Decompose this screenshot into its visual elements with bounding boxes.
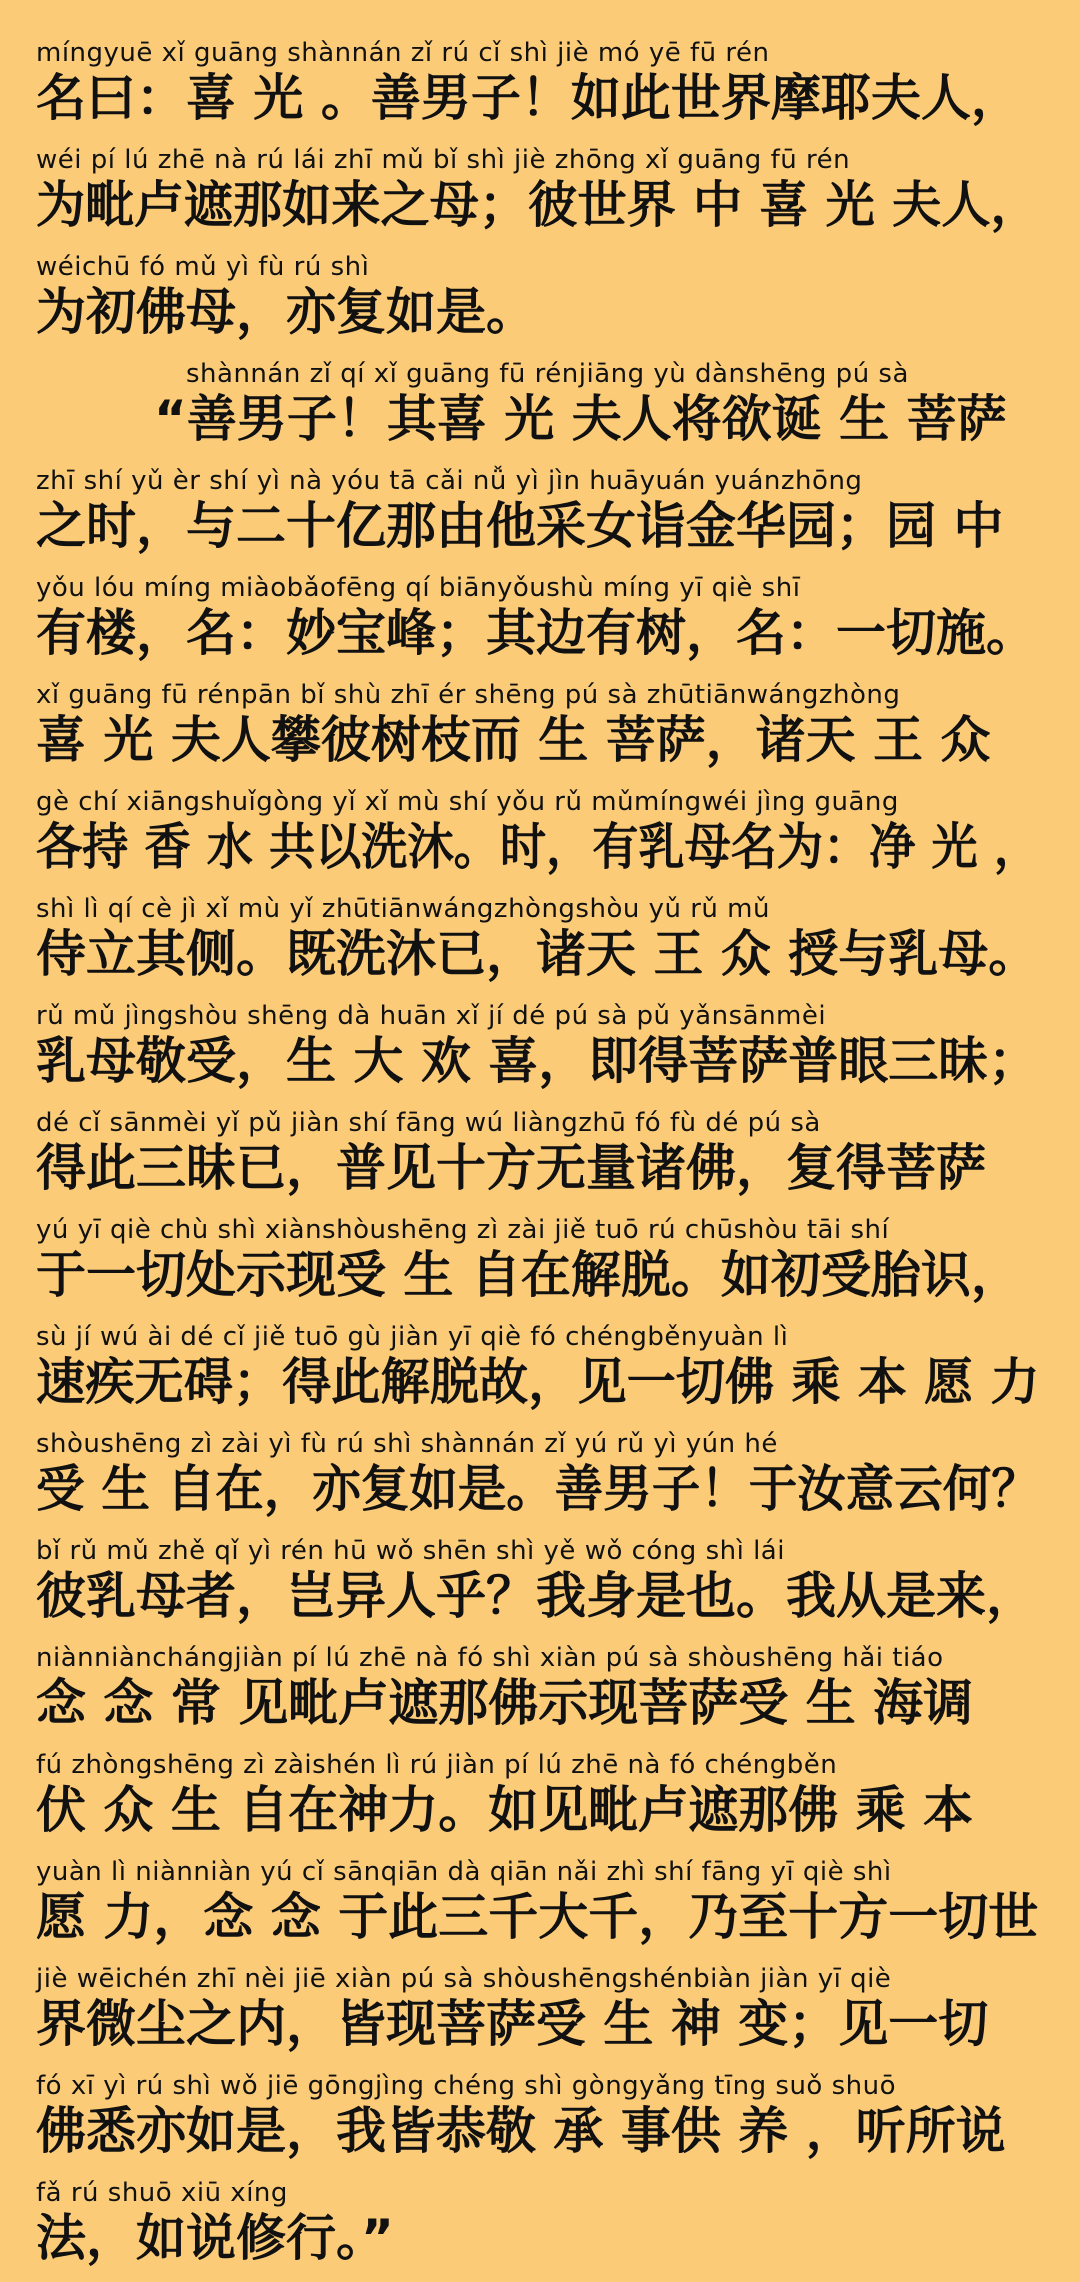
pinyin-annotation: jiè wēichén zhī nèi jiē xiàn pú sà shòushēngshénbiàn jiàn yī qiè [36,1964,892,1994]
chinese-text: 乳母敬受，生 大 欢 喜，即得菩萨普眼三昧； [36,1032,1039,1090]
text-line [36,886,1044,993]
text-line [36,672,1044,779]
text-line [36,1849,1044,1956]
text-line [36,779,1044,886]
chinese-text: 受 生 自在，亦复如是。善男子！于汝意云何？ [36,1460,1040,1518]
pinyin-annotation: fó xī yì rú shì wǒ jiē gōngjìng chéng shì gòngyǎng tīng suǒ shuō [36,2071,897,2101]
pinyin-annotation: míngyuē xǐ guāng shànnán zǐ rú cǐ shì jiè mó yē fū rén [36,38,770,68]
chinese-text: 伏 众 生 自在神力。如见毗卢遮那佛 乘 本 [36,1781,974,1839]
chinese-text: 彼乳母者，岂异人乎？我身是也。我从是来， [36,1567,1036,1625]
text-line [36,1528,1044,1635]
chinese-text: 念 念 常 见毗卢遮那佛示现菩萨受 生 海调 [36,1674,974,1732]
chinese-text: 愿 力，念 念 于此三千大千，乃至十方一切世 [36,1888,1039,1946]
text-line [36,2170,1044,2277]
pinyin-annotation: sù jí wú ài dé cǐ jiě tuō gù jiàn yī qiè fó chéngběnyuàn lì [36,1322,789,1352]
text-line [36,1207,1044,1314]
chinese-text: “善男子！其喜 光 夫人将欲诞 生 菩萨 [154,390,1007,448]
pinyin-annotation: yuàn lì niànniàn yú cǐ sānqiān dà qiān nǎi zhì shí fāng yī qiè shì [36,1857,892,1887]
pinyin-annotation: yú yī qiè chù shì xiànshòushēng zì zài jiě tuō rú chūshòu tāi shí [36,1215,890,1245]
chinese-text: 有楼，名：妙宝峰；其边有树，名：一切施。 [36,604,1036,662]
chinese-text: 界微尘之内，皆现菩萨受 生 神 变；见一切 [36,1995,989,2053]
pinyin-annotation: xǐ guāng fū rénpān bǐ shù zhī ér shēng pú sà zhūtiānwángzhòng [36,680,901,710]
text-line [36,30,1044,137]
text-line [36,137,1044,244]
text-line [36,993,1044,1100]
text-line [36,1421,1044,1528]
chinese-text: 于一切处示现受 生 自在解脱。如初受胎识， [36,1246,1021,1304]
pinyin-annotation: yǒu lóu míng miàobǎofēng qí biānyǒushù míng yī qiè shī [36,573,801,603]
pinyin-annotation: wéichū fó mǔ yì fù rú shì [36,252,370,282]
chinese-text: 喜 光 夫人攀彼树枝而 生 菩萨，诸天 王 众 [36,711,991,769]
text-line [36,1956,1044,2063]
pinyin-annotation: niànniànchángjiàn pí lú zhē nà fó shì xiàn pú sà shòushēng hǎi tiáo [36,1643,944,1673]
chinese-text: 得此三昧已，普见十方无量诸佛，复得菩萨 [36,1139,986,1197]
chinese-text: 各持 香 水 共以洗沐。时，有乳母名为：净 光 ， [36,818,1040,876]
text-line [36,1635,1044,1742]
text-line [36,1742,1044,1849]
text-line [36,244,1044,351]
chinese-text: 为毗卢遮那如来之母；彼世界 中 喜 光 夫人， [36,176,1040,234]
text-line [36,1100,1044,1207]
chinese-text: 侍立其侧。既洗沐已，诸天 王 众 授与乳母。 [36,925,1039,983]
pinyin-annotation: dé cǐ sānmèi yǐ pǔ jiàn shí fāng wú liàngzhū fó fù dé pú sà [36,1108,821,1138]
pinyin-annotation: wéi pí lú zhē nà rú lái zhī mǔ bǐ shì jiè zhōng xǐ guāng fū rén [36,145,851,175]
pinyin-annotation: fú zhòngshēng zì zàishén lì rú jiàn pí lú zhē nà fó chéngběn [36,1750,838,1780]
pinyin-annotation: rǔ mǔ jìngshòu shēng dà huān xǐ jí dé pú sà pǔ yǎnsānmèi [36,1001,827,1031]
pinyin-annotation: fǎ rú shuō xiū xíng [36,2178,288,2208]
chinese-text: 法，如说修行。” [36,2209,394,2267]
chinese-text: 之时，与二十亿那由他采女诣金华园；园 中 [36,497,1004,555]
pinyin-annotation: bǐ rǔ mǔ zhě qǐ yì rén hū wǒ shēn shì yě wǒ cóng shì lái [36,1536,785,1566]
chinese-text: 为初佛母，亦复如是。 [36,283,536,341]
pinyin-annotation: shànnán zǐ qí xǐ guāng fū rénjiāng yù dànshēng pú sà [186,359,909,389]
chinese-text: 速疾无碍；得此解脱故，见一切佛 乘 本 愿 力 [36,1353,1040,1411]
pinyin-annotation: zhī shí yǔ èr shí yì nà yóu tā cǎi nǚ yì jìn huāyuán yuánzhōng [36,466,863,496]
chinese-text: 名曰：喜 光 。善男子！如此世界摩耶夫人， [36,69,1021,127]
text-line [36,2063,1044,2170]
pinyin-annotation: gè chí xiāngshuǐgòng yǐ xǐ mù shí yǒu rǔ mǔmíngwéi jìng guāng [36,787,899,817]
text-line [36,458,1044,565]
text-line [36,1314,1044,1421]
text-line [36,565,1044,672]
pinyin-annotation: shòushēng zì zài yì fù rú shì shànnán zǐ yú rǔ yì yún hé [36,1429,778,1459]
chinese-text: 佛悉亦如是，我皆恭敬 承 事供 养 ，听所说 [36,2102,1006,2160]
paragraph-start-line [36,351,1044,458]
pinyin-annotation: shì lì qí cè jì xǐ mù yǐ zhūtiānwángzhòngshòu yǔ rǔ mǔ [36,894,770,924]
